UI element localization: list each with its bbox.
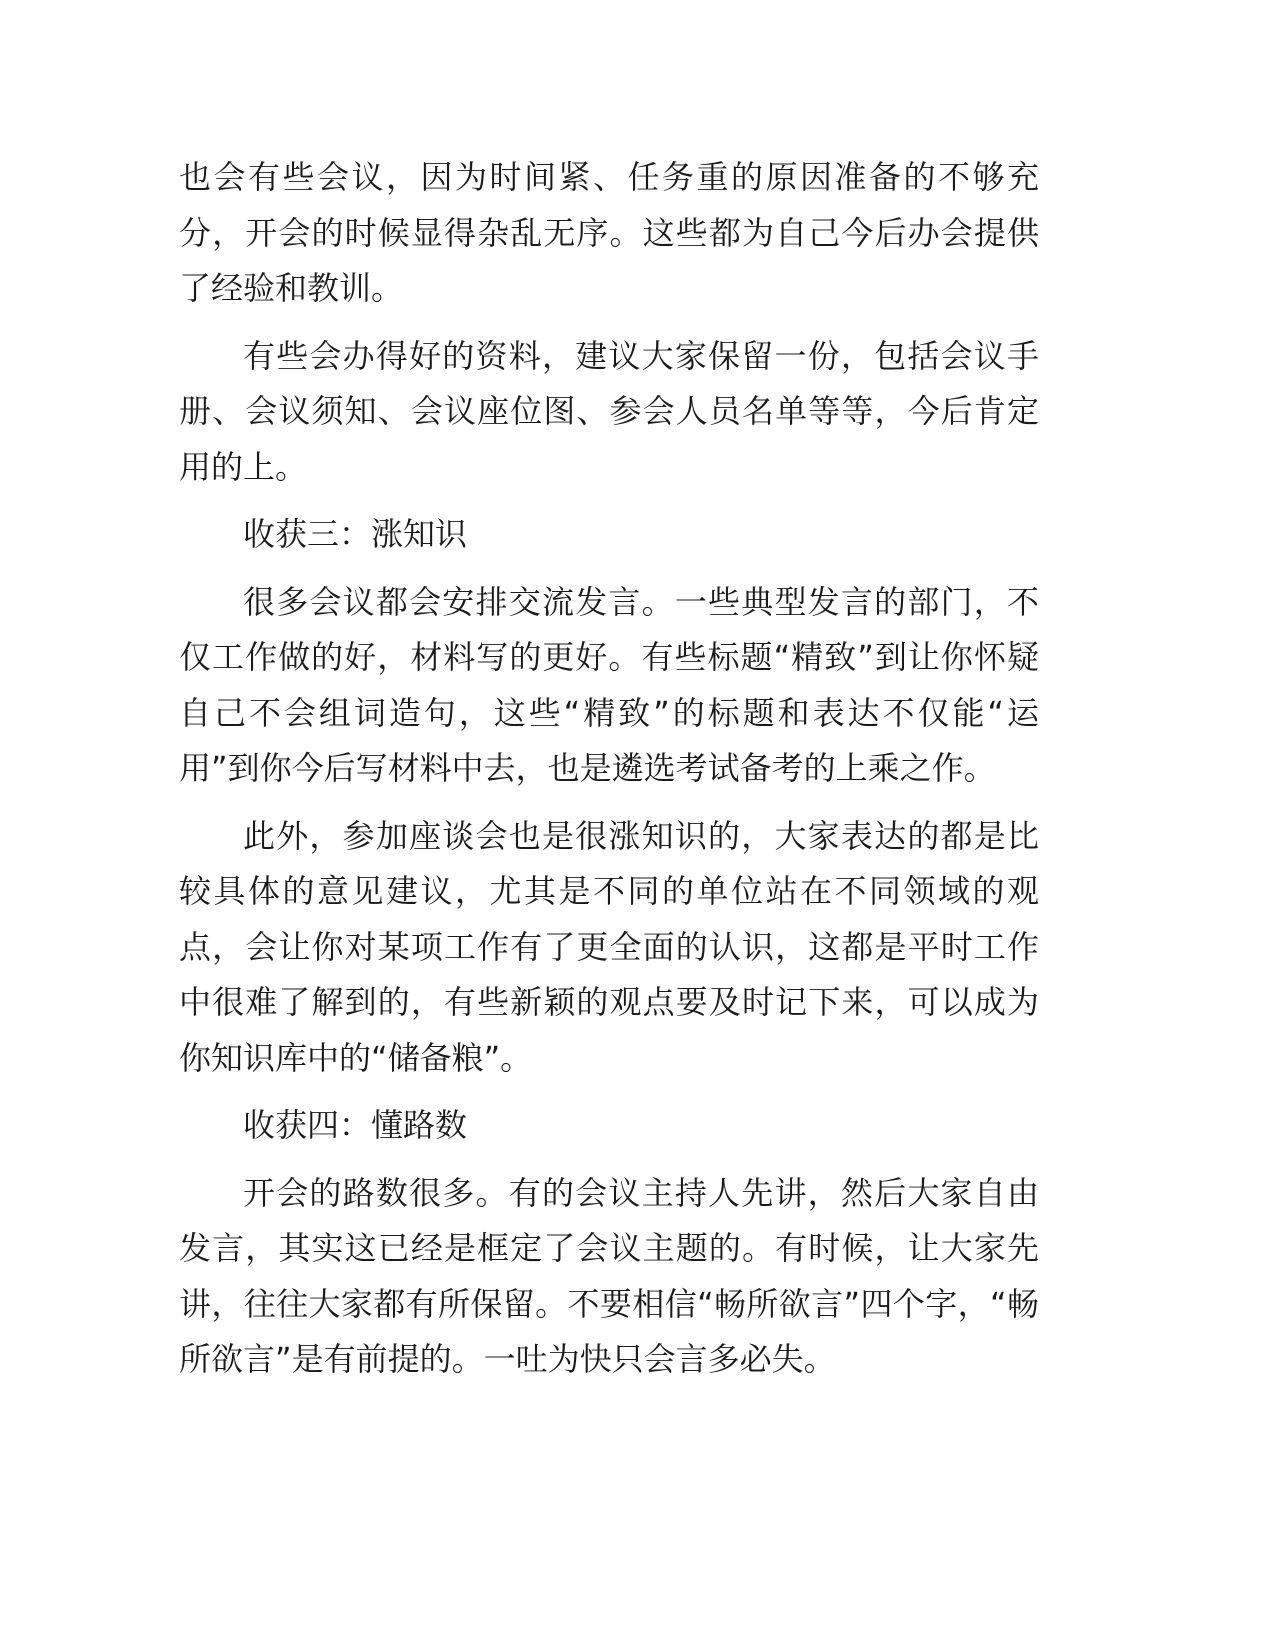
paragraph-1: 也会有些会议，因为时间紧、任务重的原因准备的不够充分，开会的时候显得杂乱无序。这些都为自己今后办会提供了经验和教训。 xyxy=(179,158,1039,307)
paragraph-4: 很多会议都会安排交流发言。一些典型发言的部门，不仅工作做的好，材料写的更好。有些标题“精致”到让你怀疑自己不会组词造句，这些“精致”的标题和表达不仅能“运用”到你今后写材料中去，也是遴选考试备考的上乘之作。 xyxy=(179,582,1039,787)
paragraph-2: 有些会办得好的资料，建议大家保留一份，包括会议手册、会议须知、会议座位图、参会人员名单等等，今后肯定用的上。 xyxy=(179,336,1039,486)
section-heading-3: 收获三：涨知识 xyxy=(243,515,468,553)
section-heading-4: 收获四：懂路数 xyxy=(243,1106,468,1144)
paragraph-5: 此外，参加座谈会也是很涨知识的，大家表达的都是比较具体的意见建议，尤其是不同的单位站在不同领域的观点，会让你对某项工作有了更全面的认识，这都是平时工作中很难了解到的，有些新颖的观点要及时记下来，可以成为你知识库中的“储备粮”。 xyxy=(179,816,1039,1077)
paragraph-7: 开会的路数很多。有的会议主持人先讲，然后大家自由发言，其实这已经是框定了会议主题的。有时候，让大家先讲，往往大家都有所保留。不要相信“畅所欲言”四个字，“畅所欲言”是有前提的。一吐为快只会言多必失。 xyxy=(179,1173,1039,1378)
document-page xyxy=(179,150,1039,1400)
